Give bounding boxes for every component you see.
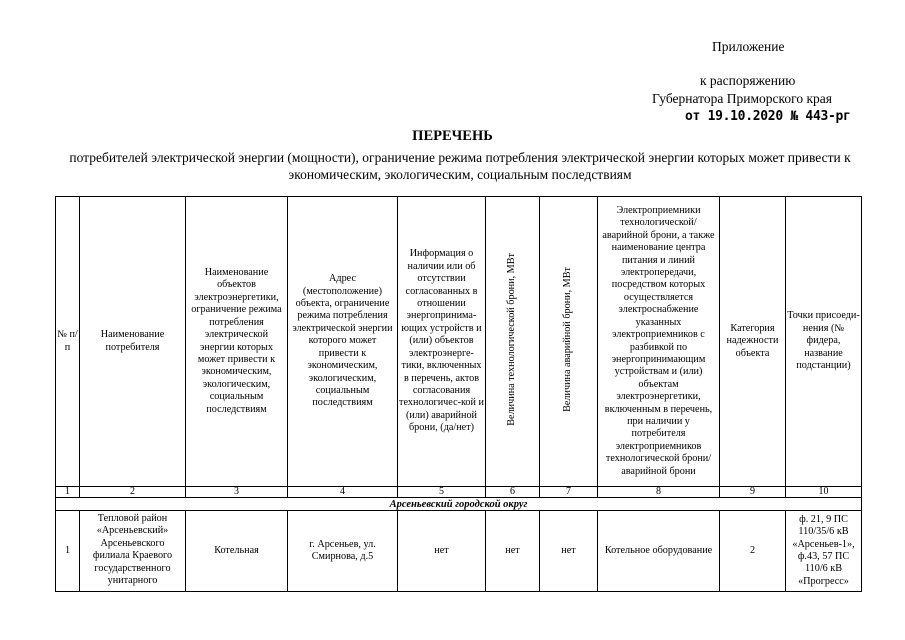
cell-category: 2 — [720, 511, 786, 592]
column-header-emergency-reserve-text: Величина аварийной брони, МВт — [562, 266, 574, 412]
column-number: 2 — [80, 487, 186, 498]
order-reference: к распоряжению — [700, 73, 796, 88]
column-header-consumer: Наименование потребителя — [80, 197, 186, 487]
column-header-emergency-reserve — [540, 197, 598, 487]
column-number: 1 — [56, 487, 80, 498]
column-header-connection: Точки присоеди-нения (№ фидера, название подстанции) — [786, 197, 862, 487]
governor-label: Губернатора Приморского края — [652, 91, 832, 106]
column-header-tech-reserve — [486, 197, 540, 487]
column-header-receivers: Электроприемники технологической/ аварийной брони, а также наименование центра питания и линий электропередачи, посредством которых осуществляется электроснабжение указанных электроприемников с разбивкой по энергопринимающим устройствам и (или) объектам электроэнергетики, включенным в перечень, при наличии у потребителя электроприемников технологической брони/аварийной брони — [598, 197, 720, 487]
column-header-number: № п/п — [56, 197, 80, 487]
column-header-address: Адрес (местоположение) объекта, ограничение режима потребления электрической энергии которого может привести к экономическим, экологическим, социальным последствиям — [288, 197, 398, 487]
column-header-agreement: Информация о наличии или об отсутствии согласованных в отношении энергопринима-ющих устройств и (или) объектов электроэнерге-тики, включенных в перечень, актов согласования технологичес-кой и (или) аварийной брони, (да/нет) — [398, 197, 486, 487]
appendix-label: Приложение — [712, 39, 785, 54]
cell-receivers: Котельное оборудование — [598, 511, 720, 592]
column-number: 3 — [186, 487, 288, 498]
group-title: Арсеньевский городской округ — [56, 498, 862, 511]
consumers-table — [55, 196, 862, 592]
cell-consumer-text: Тепловой район «Арсеньевский» Арсеньевского филиала Краевого государственного унитарного — [92, 513, 173, 587]
column-header-category: Категория надежности объекта — [720, 197, 786, 487]
cell-address: г. Арсеньев, ул. Смирнова, д.5 — [288, 511, 398, 592]
group-row — [56, 498, 862, 511]
table-header-row — [56, 197, 862, 487]
column-header-object: Наименование объектов электроэнергетики, ограничение режима потребления электрической энергии которых может привести к экономическим, экологическим, социальным последствиям — [186, 197, 288, 487]
document-title: ПЕРЕЧЕНЬ — [412, 128, 493, 144]
cell-tech-reserve: нет — [486, 511, 540, 592]
cell-connection: ф. 21, 9 ПС 110/35/6 кВ «Арсеньев-1», ф.43, 57 ПС 110/6 кВ «Прогресс» — [786, 511, 862, 592]
column-number-row — [56, 487, 862, 498]
column-number: 6 — [486, 487, 540, 498]
document-date-stamp: от 19.10.2020 № 443-рг — [685, 109, 851, 124]
cell-number: 1 — [56, 511, 80, 592]
document-subtitle: потребителей электрической энергии (мощности), ограничение режима потребления электрической энергии которых может привести к экономическим, экологическим, социальным последствиям — [69, 150, 851, 182]
column-number: 9 — [720, 487, 786, 498]
cell-agreement: нет — [398, 511, 486, 592]
column-number: 5 — [398, 487, 486, 498]
table-row — [56, 511, 862, 592]
column-number: 10 — [786, 487, 862, 498]
cell-emergency-reserve: нет — [540, 511, 598, 592]
column-header-tech-reserve-text: Величина технологической брони, МВт — [506, 252, 518, 426]
cell-consumer — [80, 511, 186, 592]
column-number: 8 — [598, 487, 720, 498]
column-number: 7 — [540, 487, 598, 498]
column-number: 4 — [288, 487, 398, 498]
cell-object: Котельная — [186, 511, 288, 592]
